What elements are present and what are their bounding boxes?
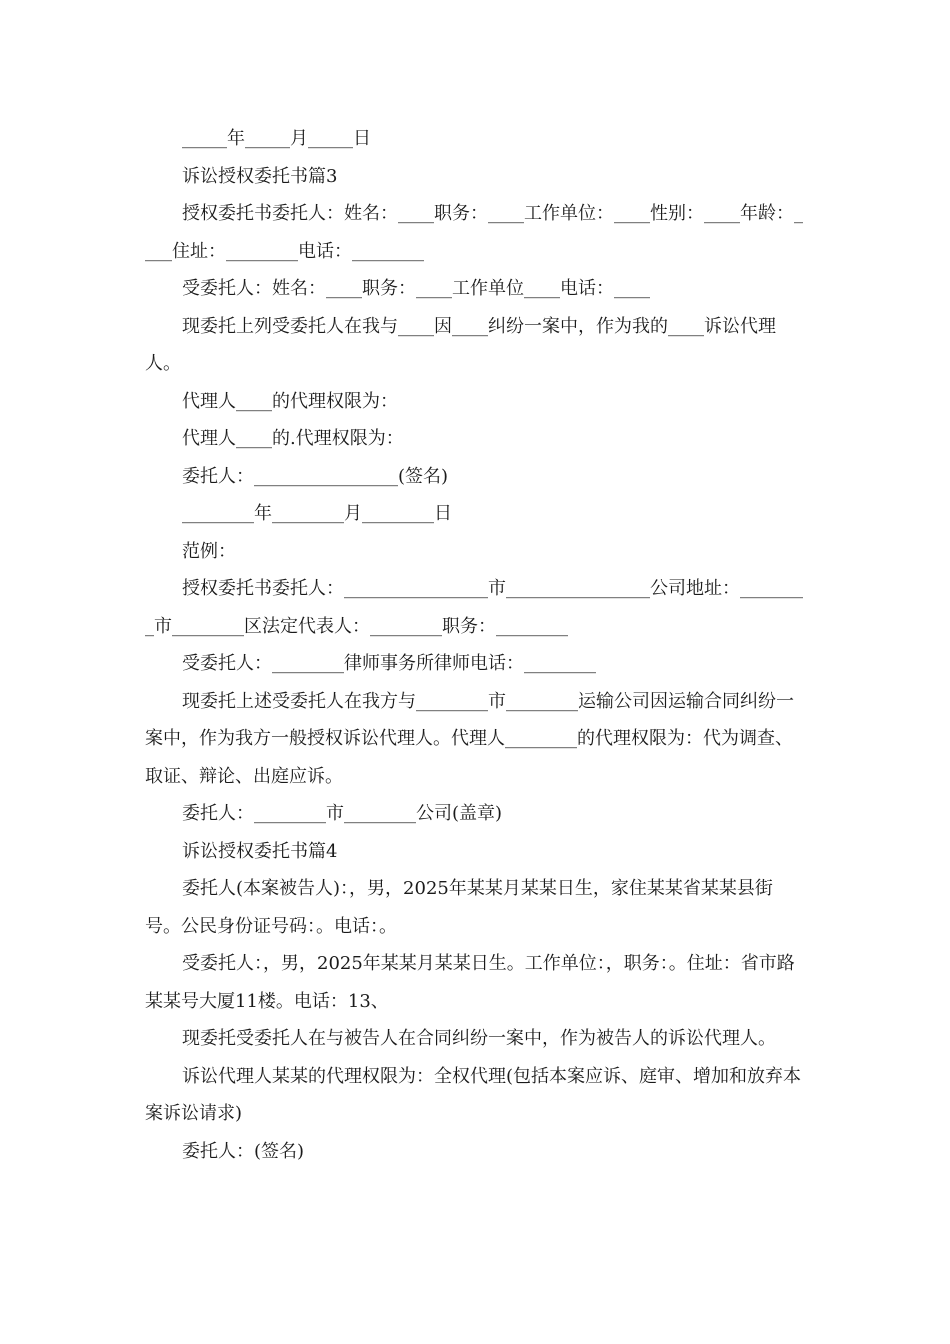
signature-date-line: ________年________月________日 xyxy=(182,503,452,524)
example-label: 范例： xyxy=(182,540,236,562)
example-principal-paragraph: 授权委托书委托人：________________市________________公司地址：________市________区法定代表人：________职务：________ xyxy=(145,578,803,637)
defendant-entrust-paragraph: 现委托受委托人在与被告人在合同纠纷一案中，作为被告人的诉讼代理人。 xyxy=(182,1028,776,1049)
principal-signature-line: 委托人：________________(签名) xyxy=(182,465,449,487)
example-seal-line: 委托人：________市________公司(盖章) xyxy=(182,803,503,824)
final-signature-line: 委托人：(签名) xyxy=(182,1140,305,1162)
defendant-agent-paragraph: 受委托人：，男，2025年某某月某某日生。工作单位：，职务：。住址：省市路某某号大厦11楼。电话：13、 xyxy=(145,953,795,1012)
section-heading-3: 诉讼授权委托书篇3 xyxy=(182,165,338,187)
entrust-paragraph: 现委托上列受委托人在我与____因____纠纷一案中，作为我的____诉讼代理人。 xyxy=(145,315,776,374)
authority-line: 代理人____的代理权限为： xyxy=(182,390,398,412)
date-line: _____年_____月_____日 xyxy=(182,128,371,149)
agent-info-paragraph: 受委托人：姓名：____职务：____工作单位____电话：____ xyxy=(182,278,650,299)
authority-line-alt: 代理人____的.代理权限为： xyxy=(182,428,404,449)
defendant-principal-paragraph: 委托人(本案被告人)：，男，2025年某某月某某日生，家住某某省某某县街号。公民身份证号码：。电话：。 xyxy=(145,878,773,937)
section-heading-4: 诉讼授权委托书篇4 xyxy=(182,840,338,862)
example-entrust-paragraph: 现委托上述受委托人在我方与________市________运输公司因运输合同纠纷一案中，作为我方一般授权诉讼代理人。代理人________的代理权限为：代为调查、取证、辩论、出庭应诉。 xyxy=(145,690,794,787)
full-authority-paragraph: 诉讼代理人某某的代理权限为：全权代理(包括本案应诉、庭审、增加和放弃本案诉讼请求) xyxy=(145,1065,802,1124)
principal-info-paragraph: 授权委托书委托人：姓名：____职务：____工作单位：____性别：____年龄：____住址：________电话：________ xyxy=(145,203,803,262)
document-body xyxy=(145,120,805,1170)
example-agent-paragraph: 受委托人：________律师事务所律师电话：________ xyxy=(182,653,596,674)
